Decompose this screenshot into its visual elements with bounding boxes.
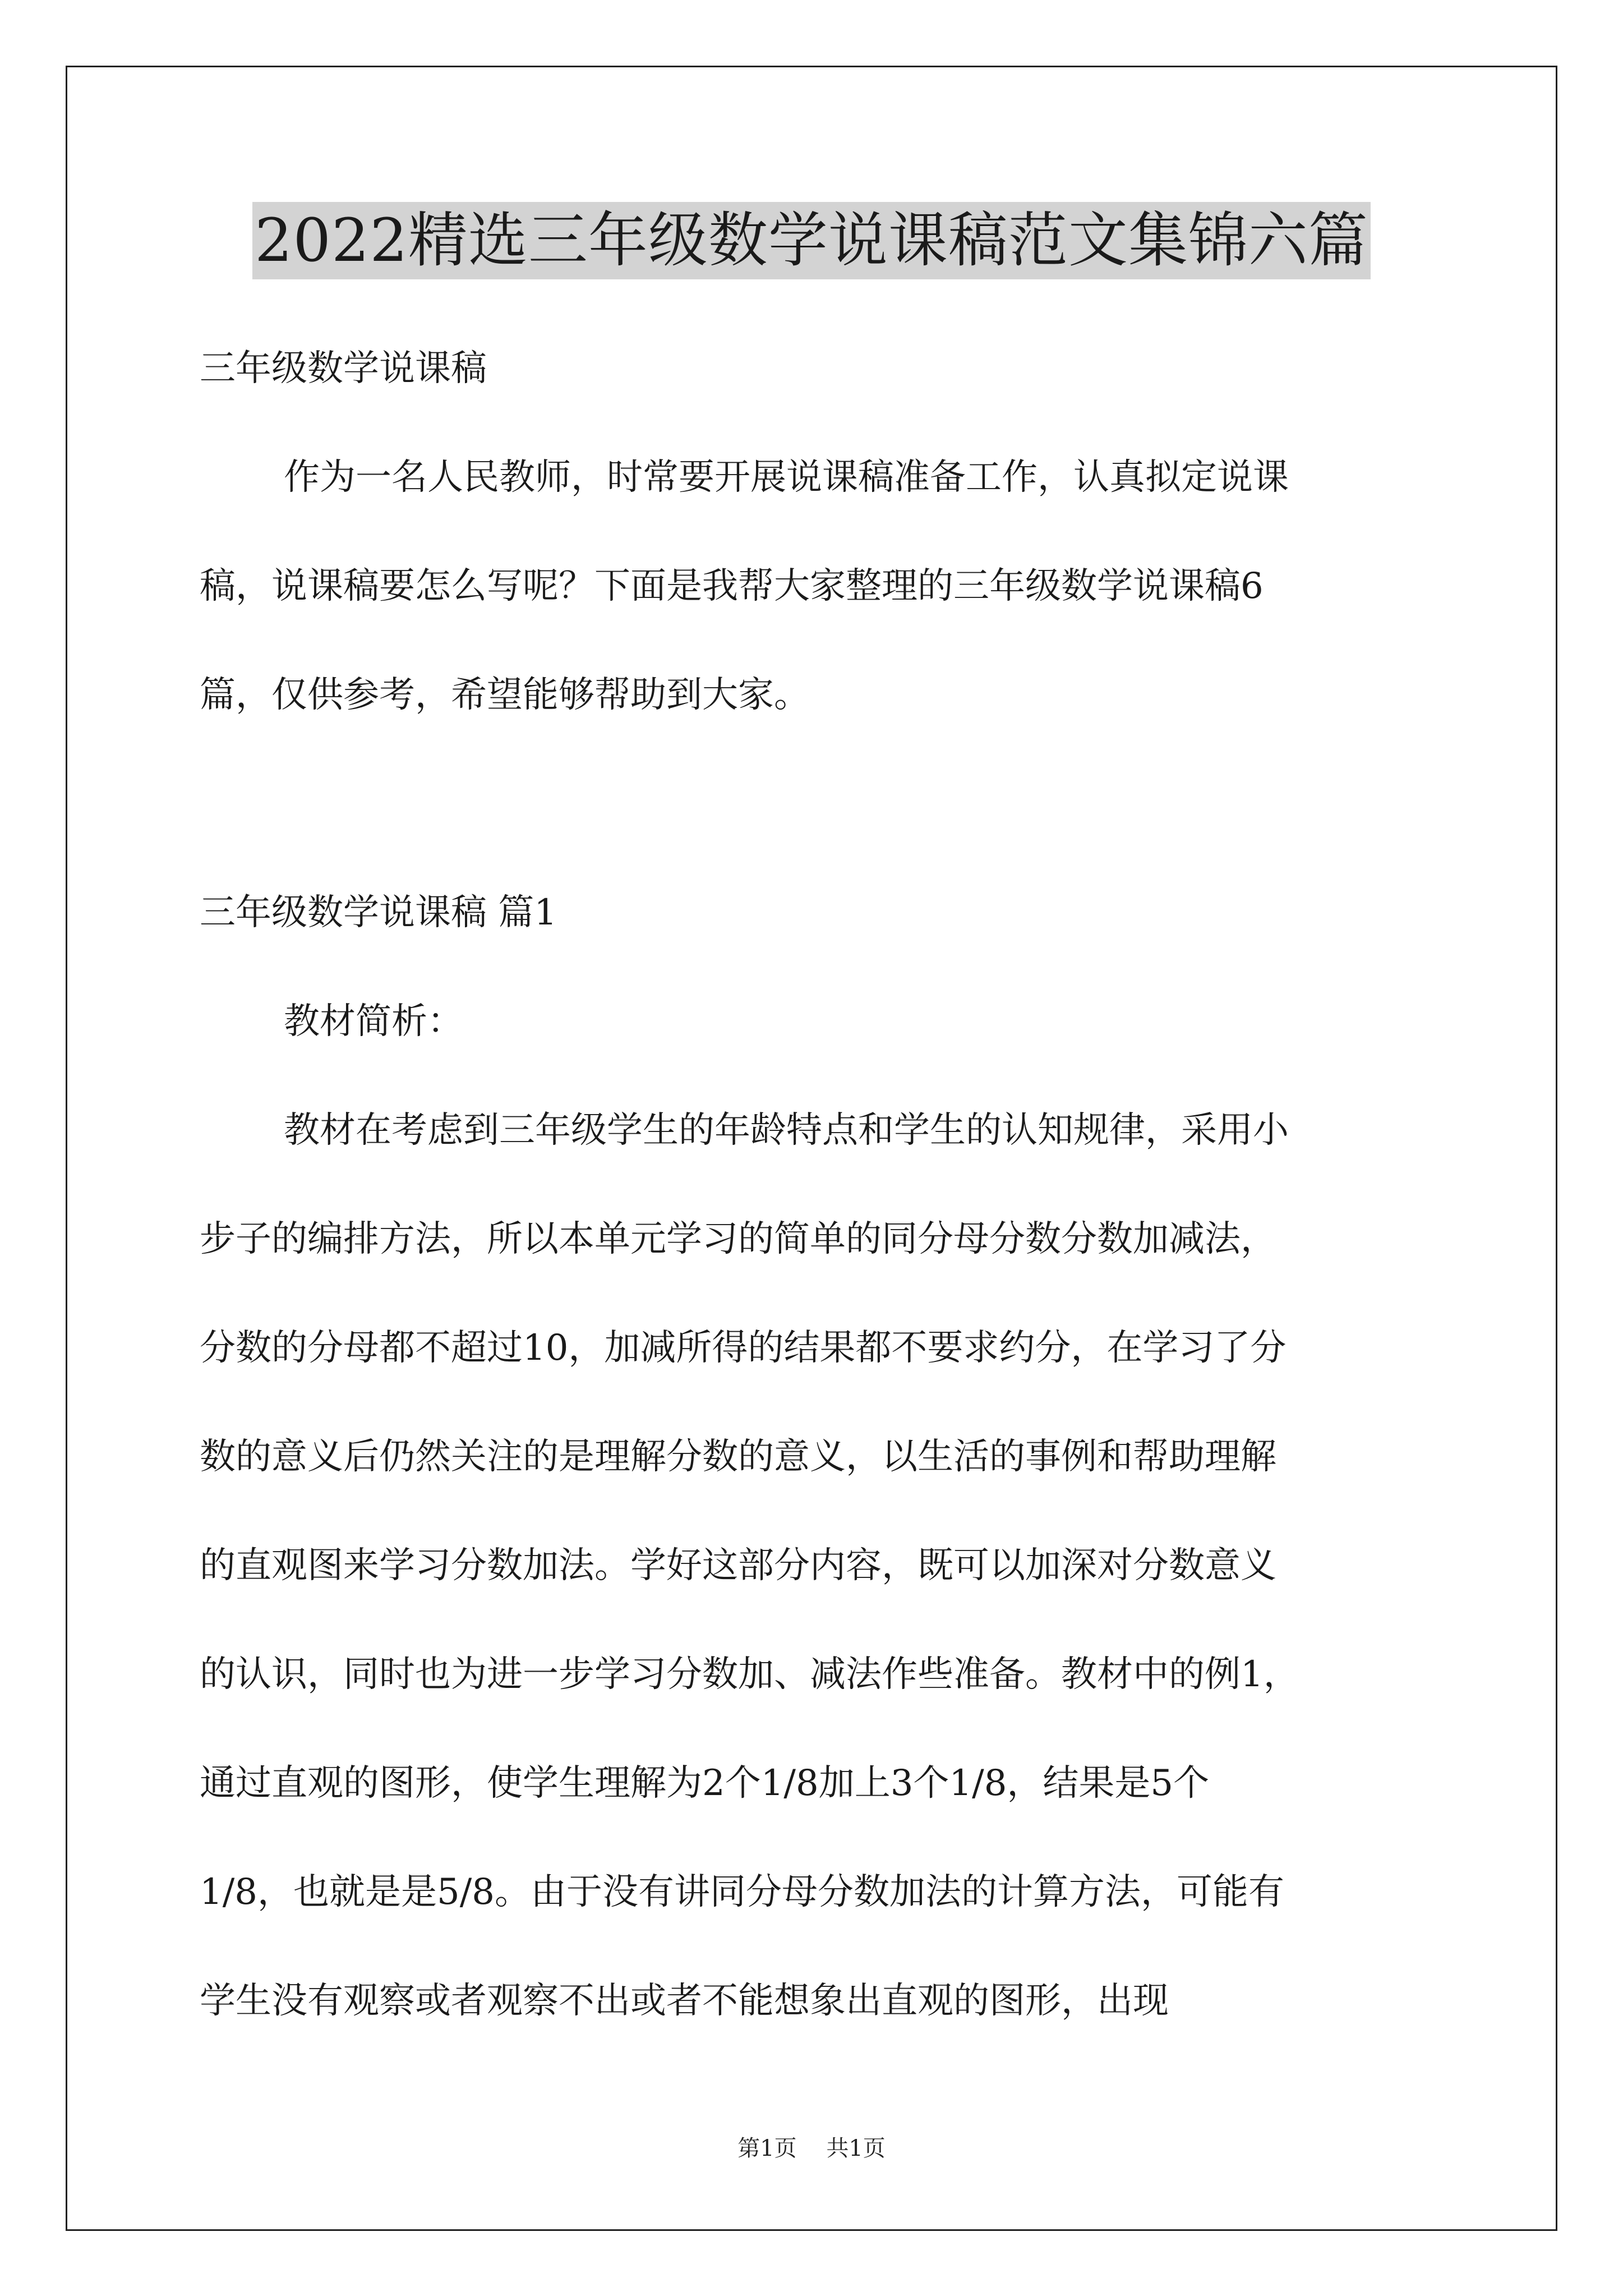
section1-subheading: 教材简析： (284, 1001, 463, 1042)
intro-line-2: 稿，说课稿要怎么写呢？下面是我帮大家整理的三年级数学说课稿6 (200, 565, 1264, 607)
section1-line-9: 学生没有观察或者观察不出或者不能想象出直观的图形，出现 (200, 1980, 1169, 2022)
page-number: 第1页 (737, 2136, 797, 2161)
intro-line-3: 篇，仅供参考，希望能够帮助到大家。 (200, 674, 810, 716)
section1-line-7: 通过直观的图形，使学生理解为2个1/8加上3个1/8，结果是5个 (200, 1763, 1210, 1804)
section1-line-5: 的直观图来学习分数加法。学好这部分内容，既可以加深对分数意义 (200, 1545, 1276, 1586)
section1-line-2: 步子的编排方法，所以本单元学习的简单的同分母分数分数加减法， (200, 1218, 1276, 1260)
section1-line-8: 1/8，也就是是5/8。由于没有讲同分母分数加法的计算方法，可能有 (200, 1871, 1284, 1913)
section1-line-4: 数的意义后仍然关注的是理解分数的意义，以生活的事例和帮助理解 (200, 1436, 1276, 1478)
intro-heading: 三年级数学说课稿 (200, 348, 487, 389)
section1-line-1: 教材在考虑到三年级学生的年龄特点和学生的认知规律，采用小 (284, 1110, 1289, 1151)
section1-line-6: 的认识，同时也为进一步学习分数加、减法作些准备。教材中的例1， (200, 1654, 1299, 1695)
title-container (0, 202, 1623, 279)
page-total: 共1页 (826, 2136, 886, 2161)
page-footer (0, 2132, 1623, 2165)
blank-line (200, 749, 1467, 858)
document-title: 2022精选三年级数学说课稿范文集锦六篇 (252, 202, 1371, 279)
section1-line-3: 分数的分母都不超过10，加减所得的结果都不要求约分，在学习了分 (200, 1327, 1287, 1369)
intro-line-1: 作为一名人民教师，时常要开展说课稿准备工作，认真拟定说课 (284, 457, 1289, 498)
section1-heading: 三年级数学说课稿 篇1 (200, 892, 557, 933)
document-body (200, 314, 1467, 2055)
